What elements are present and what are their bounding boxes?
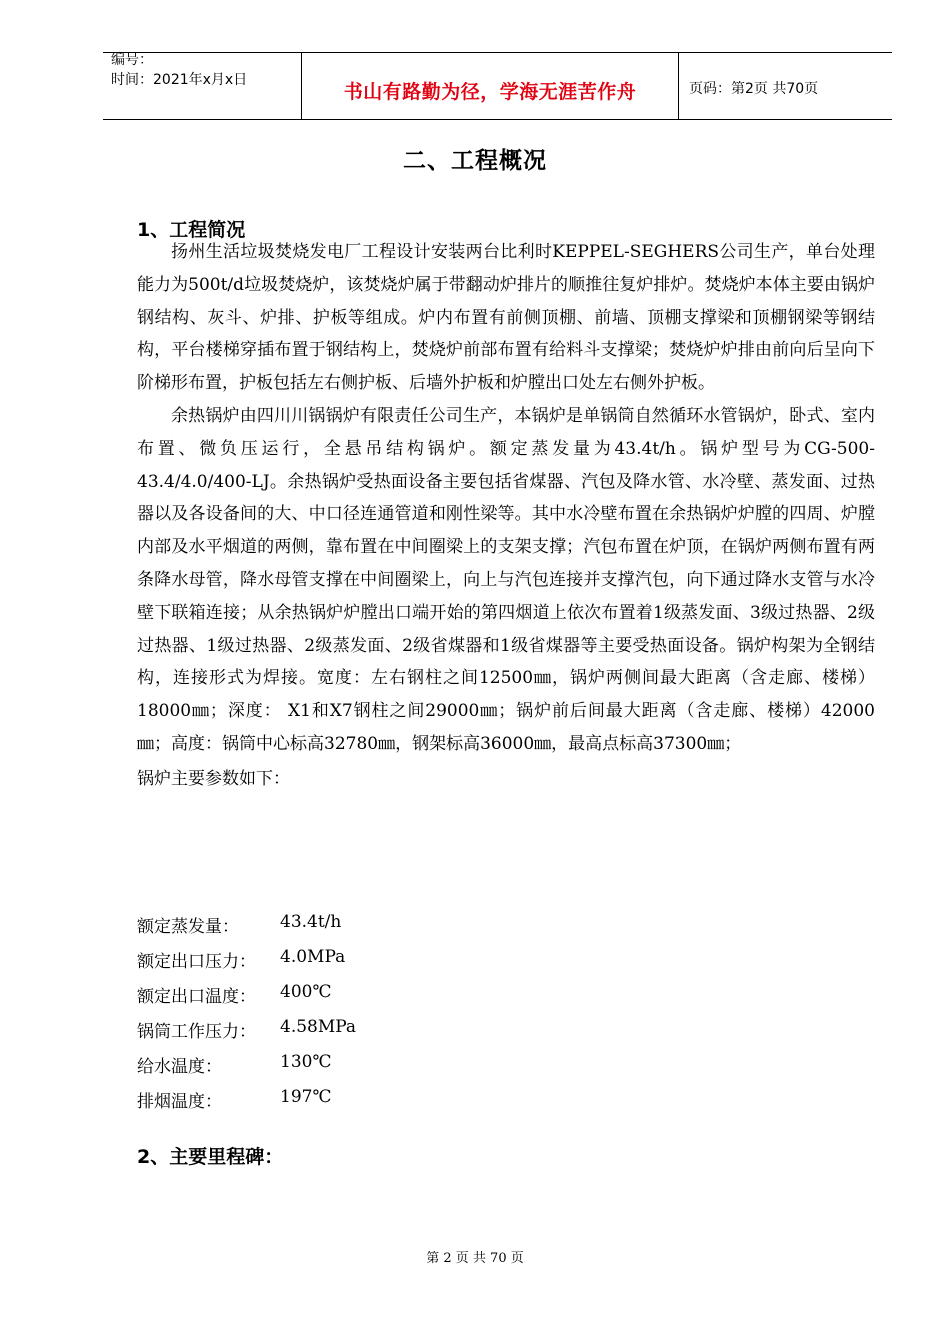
page-footer: 第 2 页 共 70 页 <box>426 1251 524 1266</box>
motto-text: 书山有路勤为径，学海无涯苦作舟 <box>343 81 637 103</box>
header-motto-cell <box>302 53 679 119</box>
section-heading-2: 2、主要里程碑： <box>137 1146 284 1168</box>
section-1-body <box>137 236 875 796</box>
param-value: 4.58MPa <box>280 1017 357 1037</box>
param-label: 锅筒工作压力： <box>137 1022 256 1042</box>
header-page-cell <box>679 53 892 119</box>
param-label: 额定出口压力： <box>137 952 256 972</box>
header-info-cell <box>103 53 302 119</box>
param-label: 额定蒸发量： <box>137 917 239 937</box>
param-label: 额定出口温度： <box>137 987 256 1007</box>
params-intro: 锅炉主要参数如下： <box>137 768 290 789</box>
param-value: 4.0MPa <box>280 947 346 967</box>
paragraph-2: 余热锅炉由四川川锅锅炉有限责任公司生产，本锅炉是单锅筒自然循环水管锅炉，卧式、室内布置、微负压运行，全悬吊结构锅炉。额定蒸发量为43.4t/h。锅炉型号为CG-500-43.4/4.0/400-LJ。余热锅炉受热面设备主要包括省煤器、汽包及降水管、水冷壁、蒸发面、过热器以及各设备间的大、中口径连通管道和刚性梁等。其中水冷壁布置在余热锅炉炉膛的四周、炉膛内部及水平烟道的两侧，靠布置在中间圈梁上的支架支撑；汽包布置在炉顶，在锅炉两侧布置有两条降水母管，降水母管支撑在中间圈梁上，向上与汽包连接并支撑汽包，向下通过降水支管与水冷壁下联箱连接；从余热锅炉炉膛出口端开始的第四烟道上依次布置着1级蒸发面、3级过热器、2级过热器、1级过热器、2级蒸发面、2级省煤器和1级省煤器等主要受热面设备。锅炉构架为全钢结构，连接形式为焊接。宽度：左右钢柱之间12500㎜，锅炉两侧间最大距离（含走廊、楼梯）18000㎜；深度： X1和X7钢柱之间29000㎜；锅炉前后间最大距离（含走廊、楼梯）42000㎜；高度：锅筒中心标高32780㎜，钢架标高36000㎜，最高点标高37300㎜； <box>137 405 875 754</box>
param-value: 400℃ <box>280 982 332 1002</box>
param-value: 130℃ <box>280 1052 332 1072</box>
page-header <box>103 52 892 120</box>
param-value: 43.4t/h <box>280 912 342 932</box>
page-title: 二、工程概况 <box>403 148 547 174</box>
section-heading-1: 1、工程简况 <box>137 219 246 241</box>
param-value: 197℃ <box>280 1087 332 1107</box>
paragraph-1: 扬州生活垃圾焚烧发电厂工程设计安装两台比利时KEPPEL-SEGHERS公司生产，单台处理能力为500t/d垃圾焚烧炉，该焚烧炉属于带翻动炉排片的顺推往复炉排炉。焚烧炉本体主要由锅炉钢结构、灰斗、炉排、护板等组成。炉内布置有前侧顶棚、前墙、顶棚支撑梁和顶棚钢梁等钢结构，平台楼梯穿插布置于钢结构上，焚烧炉前部布置有给料斗支撑梁；焚烧炉炉排由前向后呈向下阶梯形布置，护板包括左右侧护板、后墙外护板和炉膛出口处左右侧外护板。 <box>137 242 875 394</box>
page-code: 页码：第2页 共70页 <box>689 81 819 97</box>
param-label: 给水温度： <box>137 1057 222 1077</box>
document-time: 时间：2021年x月x日 <box>111 72 248 88</box>
param-label: 排烟温度： <box>137 1092 222 1112</box>
document-number: 编号： <box>111 52 153 68</box>
